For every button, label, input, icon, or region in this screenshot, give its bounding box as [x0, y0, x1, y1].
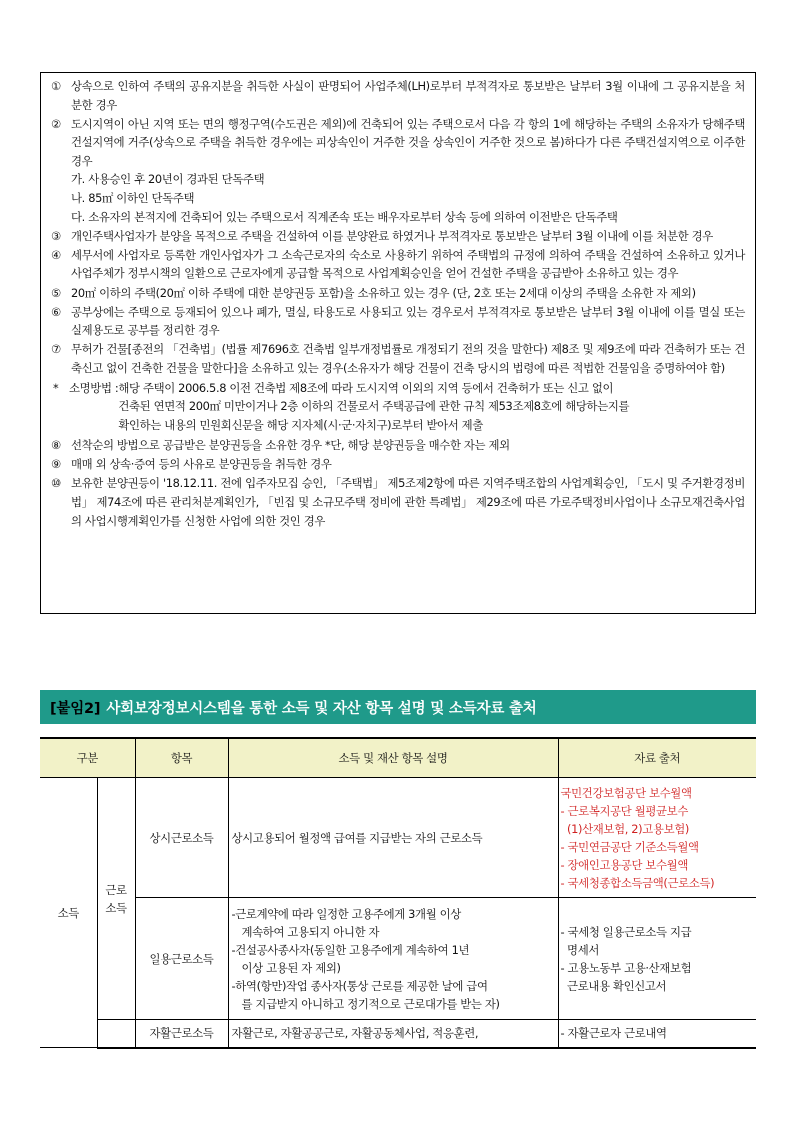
note-heading: 소명방법 :: [69, 380, 119, 395]
source-line: - 국세청종합소득금액(근로소득): [560, 875, 715, 890]
note-line: 해당 주택이 2006.5.8 이전 건축법 제8조에 따라 도시지역 이외의 지역 등에서 건축허가 또는 신고 없이: [118, 380, 614, 395]
rule-text: 상속으로 인하여 주택의 공유지분을 취득한 사실이 판명되어 사업주체(LH)로부터 부적격자로 통보받은 날부터 3월 이내에 그 공유지분을 처분한 경우: [71, 79, 745, 112]
rule-text: 선착순의 방법으로 공급받은 분양권등을 소유한 경우 *단, 해당 분양권등을 매수한 자는 제외: [71, 438, 510, 453]
source-line: - 국민연금공단 기준소득월액: [560, 839, 699, 854]
rule-text: 공부상에는 주택으로 등재되어 있으나 폐가, 멸실, 타용도로 사용되고 있는 경우로서 부적격자로 통보받은 날부터 3월 이내에 이를 멸실 또는 실제용도로 공부를 정리한 경우: [71, 304, 745, 338]
header-category: 구분: [40, 738, 135, 778]
rule-item-7: [51, 340, 745, 377]
table-row: [40, 898, 756, 1020]
source-line: - 근로복지공단 월평균보수: [560, 803, 688, 818]
description-line: -하역(항만)작업 종사자(통상 근로를 제공한 날에 급여: [231, 978, 488, 993]
rule-number: ⑩: [51, 476, 61, 491]
item-description: [228, 898, 558, 1020]
rule-number: ⑦: [51, 342, 61, 357]
item-sources: [558, 898, 756, 1020]
group-income: 소득: [40, 778, 97, 1048]
rule-number: ⑨: [51, 457, 61, 472]
note-line: 건축된 연면적 200㎡ 미만이거나 2층 이하의 건물로서 주택공급에 관한 규칙 제53조제8호에 해당하는지를: [118, 399, 630, 414]
rule-text: 개인주택사업자가 분양을 목적으로 주택을 건설하여 이를 분양완료 하였거나 부적격자로 통보받은 날부터 3월 이내에 이를 처분한 경우: [71, 228, 713, 243]
item-label: 일용근로소득: [135, 898, 228, 1020]
note-asterisk: *: [53, 380, 59, 395]
rule-item-1: [51, 77, 745, 114]
description-line: -건설공사종사자(동일한 고용주에게 계속하여 1년: [231, 942, 470, 957]
source-line: - 고용노동부 고용·산재보험: [560, 960, 692, 975]
rule-item-3: [51, 227, 745, 246]
source-line: - 국세청 일용근로소득 지급: [560, 924, 692, 939]
table-row: [40, 1020, 756, 1048]
description-line: 를 지급받지 아니하고 정기적으로 근로대가를 받는 자): [241, 996, 500, 1011]
header-source: 자료 출처: [558, 738, 756, 778]
rule-subitem-da: 다. 소유자의 본적지에 건축되어 있는 주택으로서 직계존속 또는 배우자로부터 상속 등에 의하여 이전받은 단독주택: [71, 209, 618, 224]
description-line: 계속하여 고용되지 아니한 자: [241, 924, 380, 939]
rule-line: 도시지역이 아닌 지역 또는 면의 행정구역(수도권은 제외)에 건축되어 있는 주택으로서 다음 각 항의 1에 해당하는 주택의 소유자가 당해주택건설지역에 거주(상속으로 주택을 취득한 경우에는 피상속인이 거주한 것을 상속인이 거주한 것으로 봄)하다가 다른 주택건설지역으로 이주한 경우: [71, 116, 745, 168]
attachment-title: 사회보장정보시스템을 통한 소득 및 자산 항목 설명 및 소득자료 출처: [106, 700, 537, 717]
rule-item-4: [51, 246, 745, 283]
rule-item-6: [51, 303, 745, 340]
rule-number: ⑥: [51, 304, 61, 319]
rule-text: 보유한 분양권등이 '18.12.11. 전에 입주자모집 승인, 「주택법」 제5조제2항에 따른 지역주택조합의 사업계획승인, 「도시 및 주거환경정비법」 제74조에 따른 관리처분계획인가, 「빈집 및 소규모주택 정비에 관한 특례법」 제29조에 따른 가로주택정비사업이나 소규모재건축사업의 사업시행계획인가를 신청한 사업에 의한 것인 경우: [71, 476, 745, 528]
description-line: 이상 고용된 자 제외): [241, 960, 341, 975]
sub-group-blank: [97, 1020, 135, 1048]
rule-text: 20㎡ 이하의 주택(20㎡ 이하 주택에 대한 분양권등 포함)을 소유하고 있는 경우 (단, 2호 또는 2세대 이상의 주택을 소유한 자 제외): [71, 285, 696, 300]
item-description: [228, 1020, 558, 1048]
rule-number: ①: [51, 79, 61, 93]
rule-item-5: [51, 284, 745, 303]
exemption-rules-box: [40, 72, 756, 614]
description-line: 자활근로, 자활공공근로, 자활공동체사업, 적응훈련,: [231, 1026, 479, 1041]
item-label: 상시근로소득: [135, 778, 228, 898]
rule-text: [71, 115, 745, 227]
header-item: 항목: [135, 738, 228, 778]
rule-subitem-ga: 가. 사용승인 후 20년이 경과된 단독주택: [71, 172, 265, 187]
rule-number: ④: [51, 247, 61, 262]
rule-number: ③: [51, 228, 61, 243]
note-body: [118, 379, 745, 435]
item-description: [228, 778, 558, 898]
source-line: - 자활근로자 근로내역: [560, 1026, 667, 1041]
attachment-tag: [붙임2]: [50, 700, 101, 717]
rule-item-10: [51, 474, 745, 530]
source-line: 국민건강보험공단 보수월액: [560, 785, 692, 800]
rule-text: 매매 외 상속·증여 등의 사유로 분양권등을 취득한 경우: [71, 457, 332, 472]
rule-item-2: [51, 115, 745, 227]
rule-number: ⑧: [51, 438, 61, 453]
source-line: - 장애인고용공단 보수월액: [560, 857, 688, 872]
rule-item-9: [51, 455, 745, 474]
proof-method-note: [53, 379, 745, 435]
table-row: [40, 778, 756, 898]
description-line: -근로계약에 따라 일정한 고용주에게 3개월 이상: [231, 906, 461, 921]
rule-number: ⑤: [51, 285, 61, 300]
rule-text: 세무서에 사업자로 등록한 개인사업자가 그 소속근로자의 숙소로 사용하기 위하여 주택법의 규정에 의하여 주택을 건설하여 소유하고 있거나 사업주체가 정부시책의 일환으로 근로자에게 공급할 목적으로 사업계획승인을 얻어 건설한 주택을 공급받아 소유하고 있는 경우: [71, 247, 745, 281]
item-sources: [558, 778, 756, 898]
item-sources: [558, 1020, 756, 1048]
group-earned-income: 근로 소득: [97, 778, 135, 1020]
attachment-heading: [40, 690, 756, 724]
header-description: 소득 및 재산 항목 설명: [228, 738, 558, 778]
table-header-row: [40, 738, 756, 778]
source-line: 명세서: [560, 942, 600, 957]
note-line: 확인하는 내용의 민원회신문을 해당 지자체(시·군·자치구)로부터 받아서 제출: [118, 417, 483, 432]
description-line: 상시고용되어 월정액 급여를 지급받는 자의 근로소득: [231, 830, 483, 845]
income-source-table: [40, 737, 756, 1049]
rule-subitem-na: 나. 85㎡ 이하인 단독주택: [71, 191, 195, 206]
source-line: (1)산재보험, 2)고용보험): [560, 821, 689, 836]
rule-number: ②: [51, 116, 61, 131]
source-line: 근로내용 확인신고서: [560, 978, 667, 993]
item-label: 자활근로소득: [135, 1020, 228, 1048]
rule-text: 무허가 건물[종전의 「건축법」(법률 제7696호 건축법 일부개정법률로 개정되기 전의 것을 말한다) 제8조 및 제9조에 따라 건축허가 또는 건축신고 없이 건축한 건물을 말한다]을 소유하고 있는 경우(소유자가 해당 건물이 건축 당시의 법령에 따른 적법한 건물임을 증명하여야 함): [71, 342, 745, 375]
rule-item-8: [51, 436, 745, 455]
